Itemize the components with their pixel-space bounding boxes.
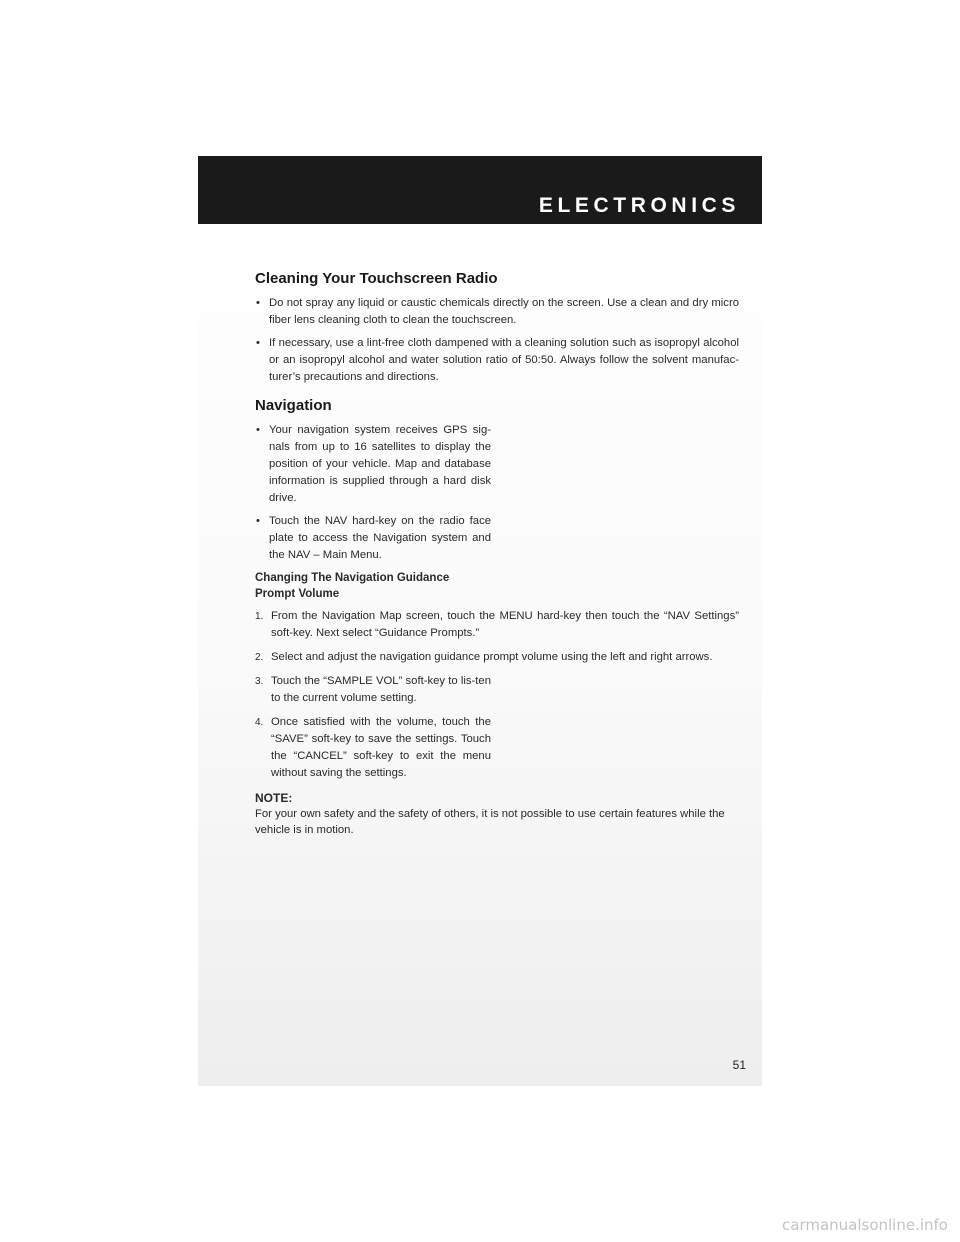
section-title: ELECTRONICS	[538, 194, 740, 217]
guidance-steps-list	[255, 608, 739, 782]
navigation-bullet-2: • Touch the NAV hard-key on the radio face plate to access the Navigation system and the NAV – Main Menu.	[255, 513, 491, 564]
cleaning-bullet-list	[255, 295, 739, 386]
step-1	[255, 608, 739, 642]
guidance-volume-subheading: Changing The Navigation Guidance Prompt Volume	[255, 572, 450, 600]
navigation-bullet-list	[255, 422, 739, 564]
navigation-bullet-1: • Your navigation system receives GPS sig-nals from up to 16 satellites to display the position of your vehicle. Map and database information is supplied through a hard disk drive.	[255, 422, 491, 507]
step-number: 4.	[255, 717, 264, 728]
cleaning-bullet-1: • Do not spray any liquid or caustic chemicals directly on the screen. Use a clean and dry micro fiber lens cleaning cloth to clean the touchscreen.	[255, 295, 739, 329]
step-number: 3.	[255, 676, 264, 687]
step-number: 2.	[255, 652, 264, 663]
cleaning-bullet-2: • If necessary, use a lint-free cloth dampened with a cleaning solution such as isopropyl alcohol or an isopropyl alcohol and water solution ratio of 50:50. Always follow the solvent manufac-turer’s precautions and directions.	[255, 335, 739, 386]
step-3	[255, 673, 491, 707]
step-number: 1.	[255, 611, 264, 622]
navigation-heading: Navigation	[255, 397, 332, 414]
cleaning-heading: Cleaning Your Touchscreen Radio	[255, 270, 498, 287]
step-2	[255, 649, 739, 666]
note-label: NOTE:	[255, 791, 293, 805]
step-text: Once satisfied with the volume, touch the “SAVE” soft-key to save the settings. Touch the “CANCEL” soft-key to exit the menu without saving the settings.	[271, 716, 491, 779]
header-bar	[198, 156, 762, 224]
step-text: From the Navigation Map screen, touch the MENU hard-key then touch the “NAV Settings” soft-key. Next select “Guidance Prompts.”	[271, 610, 739, 639]
watermark-text: carmanualsonline.info	[782, 1216, 948, 1234]
step-4	[255, 714, 491, 782]
manual-page	[198, 156, 762, 1086]
page-content	[255, 269, 739, 838]
step-text: Touch the “SAMPLE VOL” soft-key to lis-ten to the current volume setting.	[271, 675, 491, 704]
note-text: For your own safety and the safety of others, it is not possible to use certain features while the vehicle is in motion.	[255, 808, 725, 836]
page-number: 51	[732, 1058, 746, 1072]
step-text: Select and adjust the navigation guidance prompt volume using the left and right arrows.	[271, 651, 713, 663]
